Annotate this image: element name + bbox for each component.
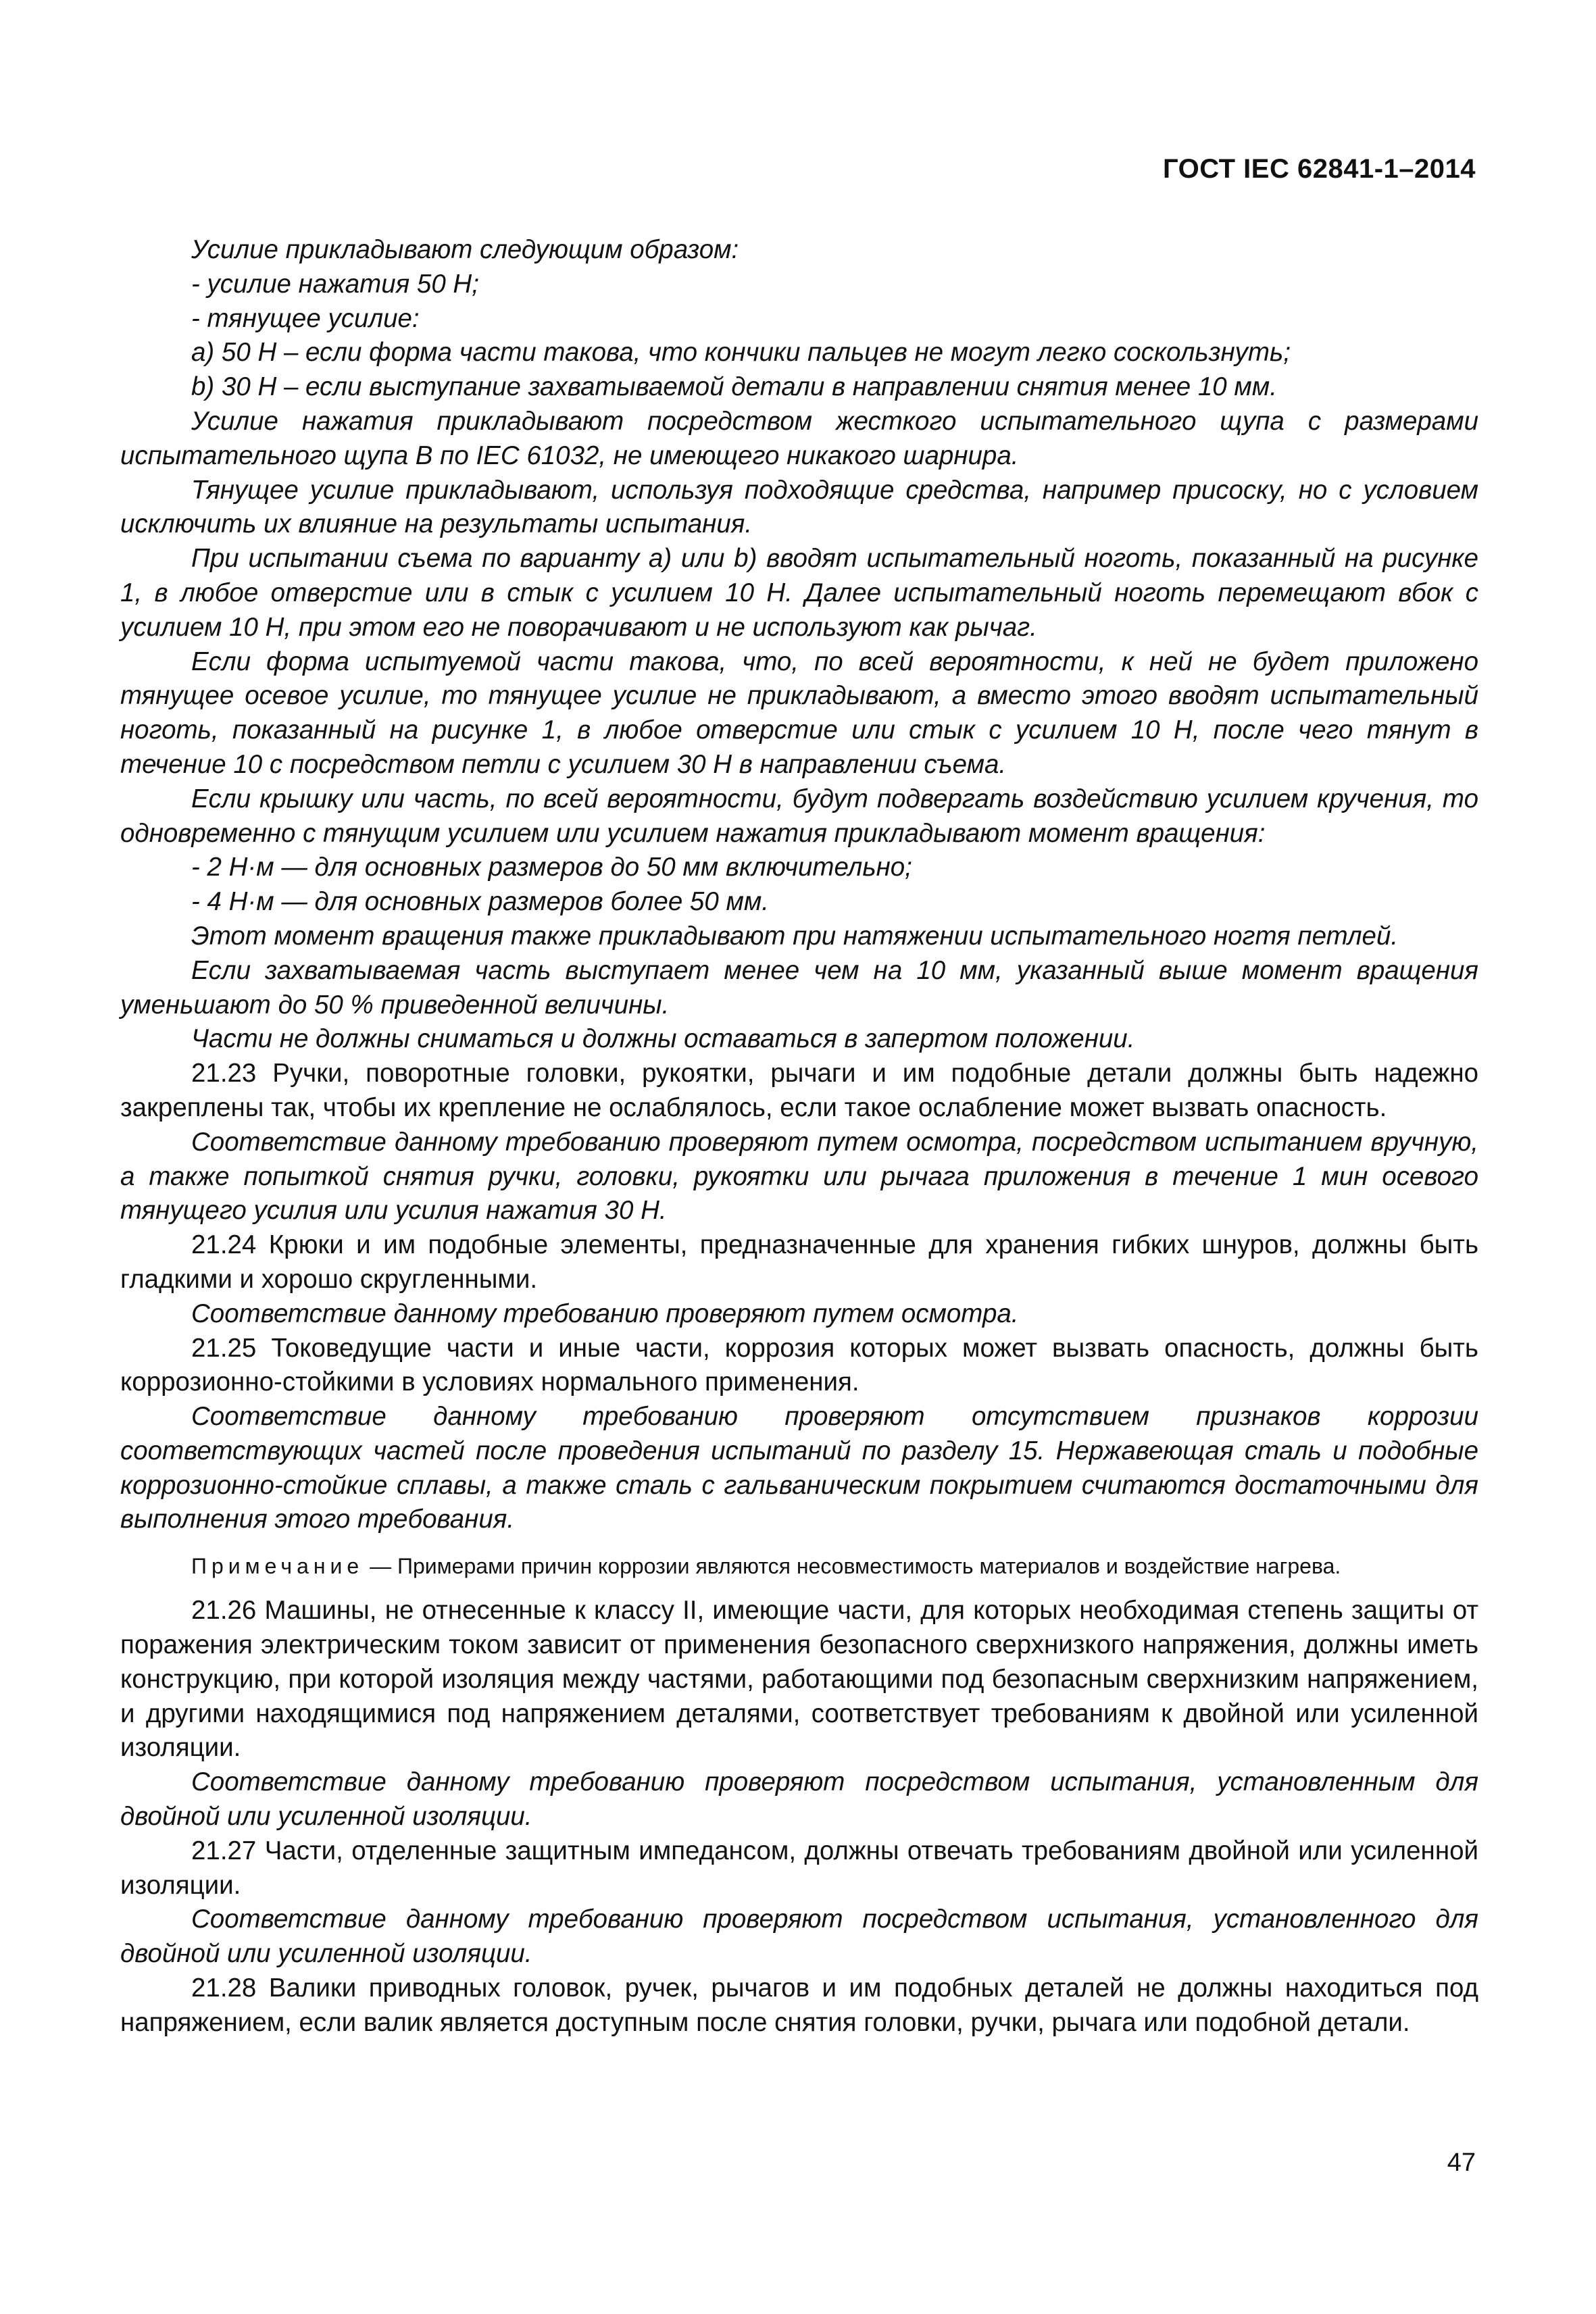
paragraph-torque: Если крышку или часть, по всей вероятности, будут подвергать воздействию усилием кручения, то одновременно с тянущим усилием или усилием нажатия прикладывают момент вращения: — [120, 784, 1478, 848]
paragraph-item-b: b) 30 Н – если выступание захватываемой детали в направлении снятия менее 10 мм. — [191, 372, 1277, 402]
clause-21-27: 21.27 Части, отделенные защитным импедансом, должны отвечать требованиям двойной или усиленной изоляции. — [120, 1836, 1478, 1900]
paragraph-axial-force: Если форма испытуемой части такова, что, по всей вероятности, к ней не будет приложено тянущее осевое усилие, то тянущее усилие не прикладывают, а вместо этого вводят испытательный ноготь, показанный на рисунке 1, в любое отверстие или стык с усилием 10 Н, после чего тянут в течение 10 с посредством петли с усилием 30 Н в направлении съема. — [120, 647, 1478, 779]
document-body — [120, 233, 1478, 2040]
paragraph-suction-cup: Тянущее усилие прикладывают, используя подходящие средства, например присоску, но с условием исключить их влияние на результаты испытания. — [120, 475, 1478, 539]
clause-21-23: 21.23 Ручки, поворотные головки, рукоятки, рычаги и им подобные детали должны быть надежно закреплены так, чтобы их крепление не ослаблялось, если такое ослабление может вызвать опасность. — [120, 1059, 1478, 1122]
paragraph-force-application: Усилие прикладывают следующим образом: — [191, 235, 739, 264]
clause-21-26: 21.26 Машины, не отнесенные к классу II, имеющие части, для которых необходимая степень защиты от поражения электрическим током зависит от применения безопасного сверхнизкого напряжения, должны иметь конструкцию, при которой изоляция между частями, работающими под безопасным сверхнизким напряжением, и другими находящимися под напряжением деталями, соответствует требованиям к двойной или усиленной изоляции. — [120, 1596, 1478, 1763]
corrosion-note — [120, 1552, 1478, 1580]
note-label: Примечание — [191, 1554, 364, 1579]
clause-21-24-compliance: Соответствие данному требованию проверяют путем осмотра. — [191, 1299, 1019, 1328]
clause-21-25-compliance: Соответствие данному требованию проверяют отсутствием признаков коррозии соответствующих частей после проведения испытаний по разделу 15. Нержавеющая сталь и подобные коррозионно-стойкие сплавы, а также сталь с гальваническим покрытием считаются достаточными для выполнения этого требования. — [120, 1402, 1478, 1534]
paragraph-torque-4nm: - 4 Н·м — для основных размеров более 50 мм. — [191, 887, 769, 917]
clause-21-28: 21.28 Валики приводных головок, ручек, рычагов и им подобных деталей не должны находиться под напряжением, если валик является доступным после снятия головки, ручки, рычага или подобной детали. — [120, 1973, 1478, 2037]
clause-21-23-compliance: Соответствие данному требованию проверяют путем осмотра, посредством испытанием вручную, а также попыткой снятия ручки, головки, рукоятки или рычага приложения в течение 1 мин осевого тянущего усилия или усилия нажатия 30 Н. — [120, 1127, 1478, 1226]
paragraph-test-probe: Усилие нажатия прикладывают посредством жесткого испытательного щупа с размерами испытательного щупа В по IEC 61032, не имеющего никакого шарнира. — [120, 406, 1478, 470]
clause-21-27-compliance: Соответствие данному требованию проверяют посредством испытания, установленного для двойной или усиленной изоляции. — [120, 1905, 1478, 1969]
clause-21-25: 21.25 Токоведущие части и иные части, коррозия которых может вызвать опасность, должны быть коррозионно-стойкими в условиях нормального применения. — [120, 1333, 1478, 1397]
standard-code-header: ГОСТ IEC 62841-1–2014 — [1162, 154, 1476, 184]
page-number: 47 — [1447, 2148, 1476, 2177]
paragraph-pulling-force: - тянущее усилие: — [191, 303, 420, 333]
paragraph-locked-position: Части не должны сниматься и должны оставаться в запертом положении. — [191, 1024, 1135, 1054]
paragraph-pressing-force: - усилие нажатия 50 Н; — [191, 269, 479, 299]
paragraph-torque-2nm: - 2 Н·м — для основных размеров до 50 мм включительно; — [191, 853, 912, 882]
paragraph-item-a: a) 50 Н – если форма части такова, что кончики пальцев не могут легко соскользнуть; — [191, 338, 1291, 368]
paragraph-torque-loop: Этот момент вращения также прикладывают при натяжении испытательного ногтя петлей. — [191, 921, 1399, 951]
paragraph-test-nail: При испытании съема по варианту а) или b) вводят испытательный ноготь, показанный на рисунке 1, в любое отверстие или в стык с усилием 10 Н. Далее испытательный ноготь перемещают вбок с усилием 10 Н, при этом его не поворачивают и не используют как рычаг. — [120, 544, 1478, 642]
clause-21-26-compliance: Соответствие данному требованию проверяют посредством испытания, установленным для двойной или усиленной изоляции. — [120, 1767, 1478, 1832]
note-text: — Примерами причин коррозии являются несовместимость материалов и воздействие нагрева. — [364, 1554, 1341, 1579]
clause-21-24: 21.24 Крюки и им подобные элементы, предназначенные для хранения гибких шнуров, должны быть гладкими и хорошо скругленными. — [120, 1230, 1478, 1294]
paragraph-torque-reduction: Если захватываемая часть выступает менее чем на 10 мм, указанный выше момент вращения уменьшают до 50 % приведенной величины. — [120, 955, 1478, 1020]
